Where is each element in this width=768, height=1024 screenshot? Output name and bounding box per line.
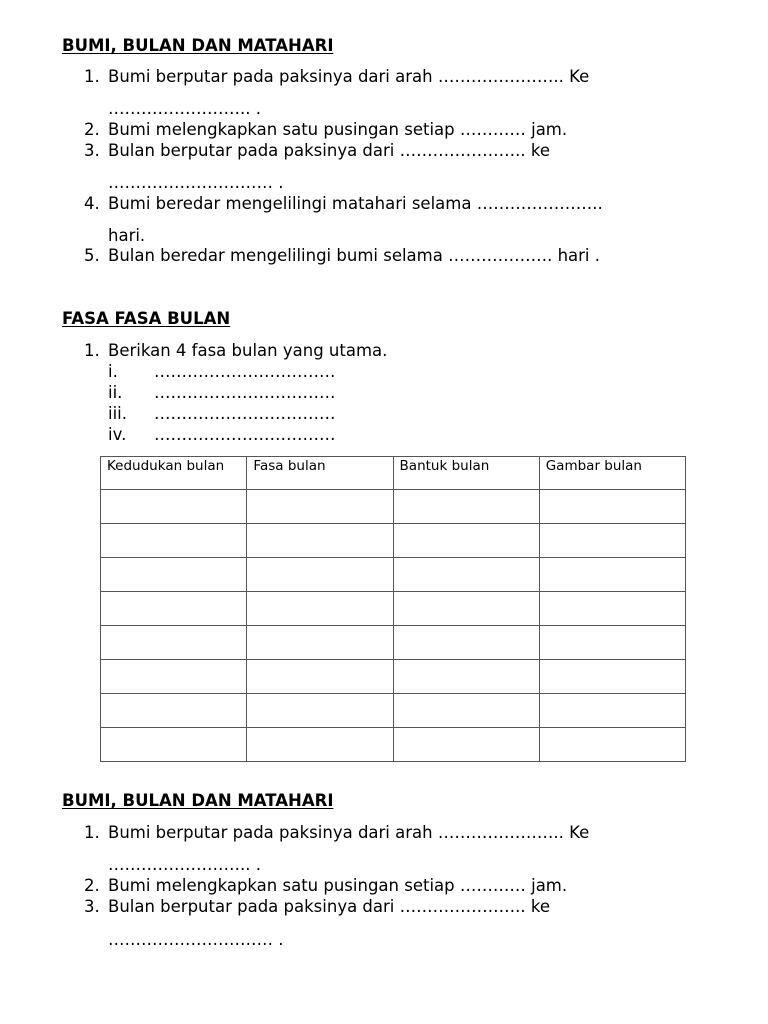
item-text: Bumi melengkapkan satu pusingan setiap ………… jam. [108,876,568,895]
item-text: Bumi beredar mengelilingi matahari selama ………………….. [108,194,603,213]
roman-numeral: iv. [108,425,127,444]
table-cell [539,660,685,694]
answer-blank: …………………………… [154,404,336,423]
table-cell [101,694,247,728]
column-header: Fasa bulan [247,457,393,490]
table-cell [247,660,393,694]
table-cell [247,490,393,524]
section-2-title: FASA FASA BULAN [62,309,231,328]
item-number: 1. [84,67,100,86]
table-row [101,592,686,626]
table-cell [247,694,393,728]
table-cell [539,490,685,524]
table-cell [101,558,247,592]
table-cell [393,728,539,762]
item-text: Bumi berputar pada paksinya dari arah ………………….. Ke [108,67,590,86]
table-row [101,490,686,524]
table-cell [247,728,393,762]
item-continuation: hari. [108,226,146,245]
item-continuation: …………………….. . [108,855,261,874]
table-cell [247,524,393,558]
item-text: Bumi melengkapkan satu pusingan setiap ………… jam. [108,120,568,139]
table-cell [247,626,393,660]
table-cell [393,490,539,524]
item-text: Bumi berputar pada paksinya dari arah ………………….. Ke [108,823,590,842]
roman-numeral: iii. [108,404,127,423]
table-cell [101,626,247,660]
table-row [101,558,686,592]
table-cell [393,592,539,626]
table-cell [247,592,393,626]
item-number: 3. [84,897,100,916]
section-1-title: BUMI, BULAN DAN MATAHARI [62,36,334,55]
table-row [101,660,686,694]
table-cell [101,524,247,558]
table-row [101,694,686,728]
answer-blank: …………………………… [154,383,336,402]
table-cell [393,694,539,728]
table-cell [101,660,247,694]
item-continuation: …………………….. . [108,99,261,118]
table-row [101,626,686,660]
item-text: Bulan beredar mengelilingi bumi selama ………………. hari . [108,246,601,265]
table-cell [393,626,539,660]
section-3-title: BUMI, BULAN DAN MATAHARI [62,791,334,810]
table-cell [539,524,685,558]
roman-numeral: i. [108,362,118,381]
item-number: 2. [84,120,100,139]
table-header-row [101,457,686,490]
column-header: Gambar bulan [539,457,685,490]
item-number: 4. [84,194,100,213]
item-continuation: ………………………… . [108,173,284,192]
table-cell [539,558,685,592]
table-cell [101,490,247,524]
item-number: 1. [84,823,100,842]
table-cell [539,694,685,728]
item-continuation: ………………………… . [108,930,284,949]
table-cell [101,728,247,762]
table-cell [101,592,247,626]
item-number: 3. [84,141,100,160]
moon-phase-table [100,456,686,762]
table-row [101,728,686,762]
column-header: Kedudukan bulan [101,457,247,490]
table-row [101,524,686,558]
item-text: Berikan 4 fasa bulan yang utama. [108,341,388,360]
table-cell [393,558,539,592]
answer-blank: …………………………… [154,362,336,381]
item-number: 1. [84,341,100,360]
table-cell [247,558,393,592]
item-number: 5. [84,246,100,265]
column-header: Bantuk bulan [393,457,539,490]
table-cell [393,524,539,558]
item-text: Bulan berputar pada paksinya dari ………………….. ke [108,897,550,916]
roman-numeral: ii. [108,383,123,402]
answer-blank: …………………………… [154,425,336,444]
item-text: Bulan berputar pada paksinya dari ………………….. ke [108,141,550,160]
table-cell [539,728,685,762]
table-cell [393,660,539,694]
item-number: 2. [84,876,100,895]
table-cell [539,626,685,660]
table-cell [539,592,685,626]
